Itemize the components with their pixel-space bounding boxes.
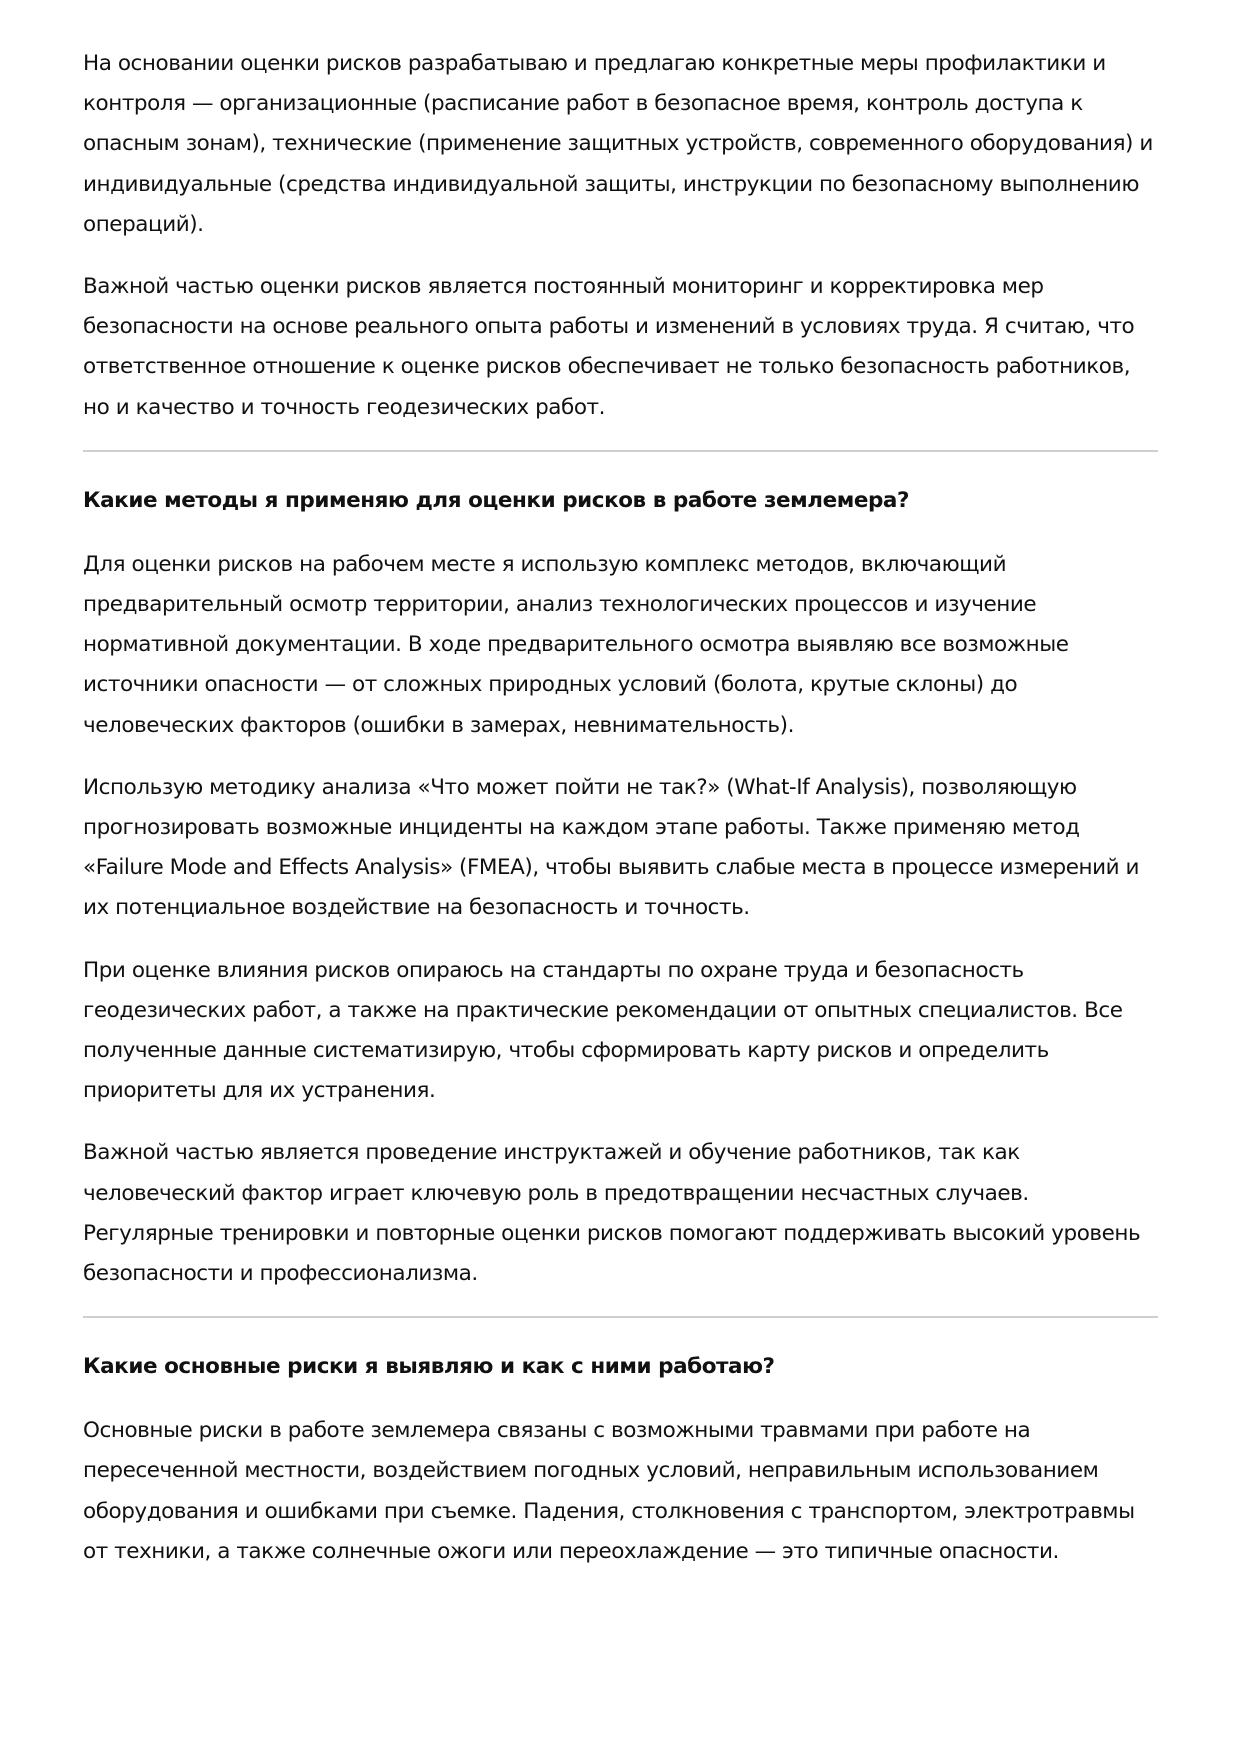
document-page [83, 44, 1158, 1594]
section-divider [83, 1316, 1158, 1318]
paragraph: При оценке влияния рисков опираюсь на стандарты по охране труда и безопасность геодезических работ, а также на практические рекомендации от опытных специалистов. Все полученные данные систематизирую, чтобы сформировать карту рисков и определить приоритеты для их устранения. [83, 957, 1123, 1104]
paragraph: Важной частью является проведение инструктажей и обучение работников, так как человеческий фактор играет ключевую роль в предотвращении несчастных случаев. Регулярные тренировки и повторные оценки рисков помогают поддерживать высокий уровень безопасности и профессионализма. [83, 1140, 1141, 1287]
paragraph: Основные риски в работе землемера связаны с возможными травмами при работе на пересеченной местности, воздействием погодных условий, неправильным использованием оборудования и ошибками при съемке. Падения, столкновения с транспортом, электротравмы от техники, а также солнечные ожоги или переохлаждение — это типичные опасности. [83, 1418, 1135, 1564]
paragraph: Использую методику анализа «Что может пойти не так?» (What-If Analysis), позволяющую прогнозировать возможные инциденты на каждом этапе работы. Также применяю метод «Failure Mode and Effects Analysis» (FMEA), чтобы выявить слабые места в процессе измерений и их потенциальное воздействие на безопасность и точность. [83, 774, 1140, 921]
paragraph: Для оценки рисков на рабочем месте я использую комплекс методов, включающий предварительный осмотр территории, анализ технологических процессов и изучение нормативной документации. В ходе предварительного осмотра выявляю все возможные источники опасности — от сложных природных условий (болота, крутые склоны) до человеческих факторов (ошибки в замерах, невнимательность). [83, 551, 1069, 738]
section-heading-methods: Какие методы я применяю для оценки рисков в работе землемера? [83, 487, 909, 513]
paragraph: На основании оценки рисков разрабатываю и предлагаю конкретные меры профилактики и контроля — организационные (расписание работ в безопасное время, контроль доступа к опасным зонам), технические (применение защитных устройств, современного оборудования) и индивидуальные (средства индивидуальной защиты, инструкции по безопасному выполнению операций). [83, 51, 1153, 237]
paragraph: Важной частью оценки рисков является постоянный мониторинг и корректировка мер безопасности на основе реального опыта работы и изменений в условиях труда. Я считаю, что ответственное отношение к оценке рисков обеспечивает не только безопасность работников, но и качество и точность геодезических работ. [83, 274, 1135, 420]
section-divider [83, 450, 1158, 452]
section-heading-risks: Какие основные риски я выявляю и как с ними работаю? [83, 1354, 775, 1380]
